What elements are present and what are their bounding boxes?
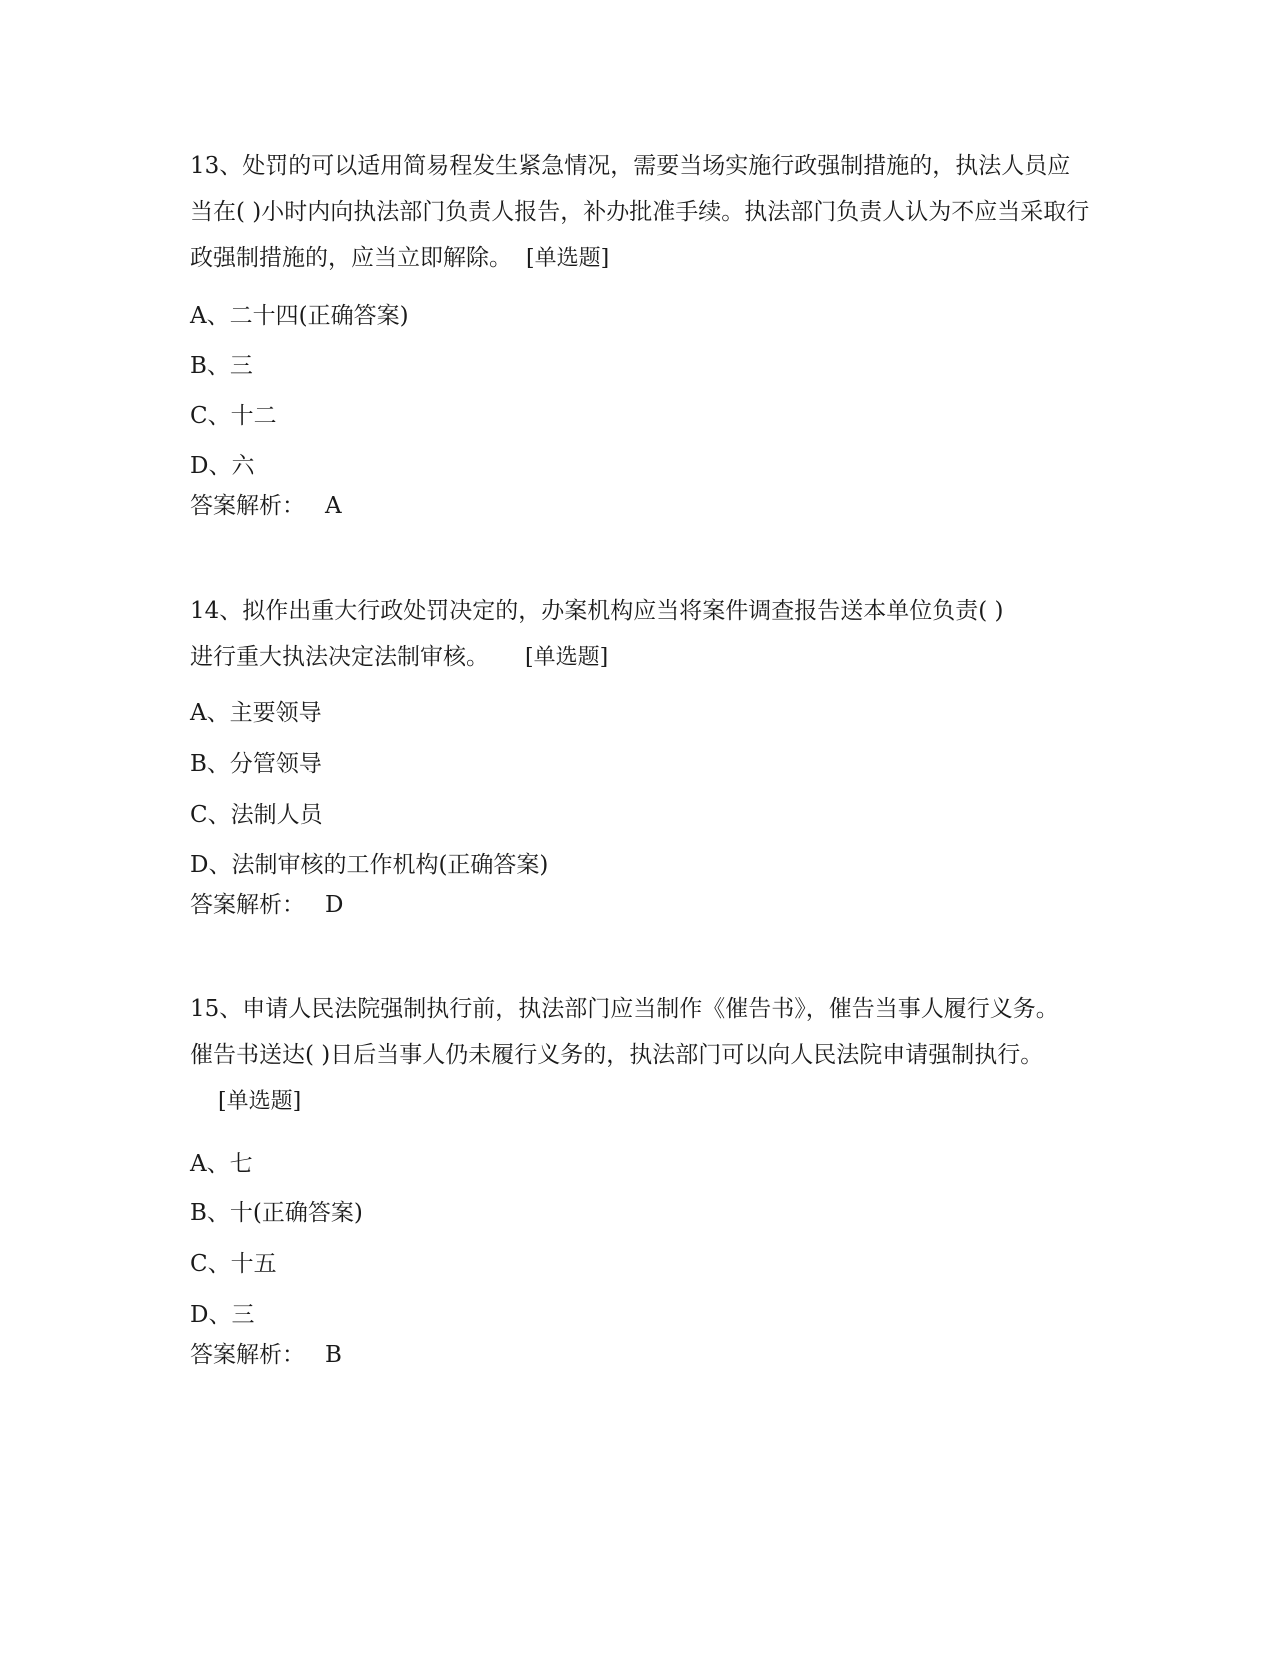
question-15 (190, 986, 1090, 1370)
option-c: C、法制人员 (190, 802, 323, 828)
question-type-tag: [单选题] (218, 1089, 302, 1114)
options-list (190, 301, 1090, 521)
options-list (190, 698, 1090, 920)
option-a: A、七 (190, 1151, 253, 1177)
question-13 (190, 143, 1090, 521)
option-a: A、二十四(正确答案) (190, 303, 409, 329)
question-text (190, 143, 1090, 282)
question-stem: 13、处罚的可以适用简易程发生紧急情况，需要当场实施行政强制措施的，执法人员应当在( )小时内向执法部门负责人报告，补办批准手续。执法部门负责人认为不应当采取行政强制措施的，应当立即解除。 (190, 153, 1090, 271)
answer-value: D (325, 892, 344, 918)
question-text (190, 588, 1020, 681)
answer-value: B (325, 1342, 342, 1368)
answer-label: 答案解析： (190, 1342, 305, 1368)
option-d: D、法制审核的工作机构(正确答案) (190, 852, 549, 878)
option-d: D、三 (190, 1302, 255, 1328)
answer-line (190, 491, 1090, 521)
option-b: B、十(正确答案) (190, 1200, 363, 1226)
option-d: D、六 (190, 453, 255, 479)
answer-line (190, 1340, 1090, 1370)
answer-value: A (325, 493, 342, 519)
question-14 (190, 588, 1090, 920)
question-type-tag: [单选题] (525, 645, 609, 670)
option-c: C、十五 (190, 1251, 277, 1277)
answer-label: 答案解析： (190, 493, 305, 519)
options-list (190, 1149, 1090, 1370)
answer-line (190, 890, 1090, 920)
option-c: C、十二 (190, 403, 277, 429)
answer-label: 答案解析： (190, 892, 305, 918)
question-type-tag: [单选题] (526, 246, 610, 271)
option-b: B、分管领导 (190, 751, 322, 777)
option-b: B、三 (190, 353, 253, 379)
question-stem: 15、申请人民法院强制执行前，执法部门应当制作《催告书》，催告当事人履行义务。催告书送达( )日后当事人仍未履行义务的，执法部门可以向人民法院申请强制执行。 (190, 996, 1059, 1068)
question-stem: 14、拟作出重大行政处罚决定的，办案机构应当将案件调查报告送本单位负责( )进行重大执法决定法制审核。 (190, 598, 1004, 670)
question-text (190, 986, 1080, 1125)
option-a: A、主要领导 (190, 700, 322, 726)
